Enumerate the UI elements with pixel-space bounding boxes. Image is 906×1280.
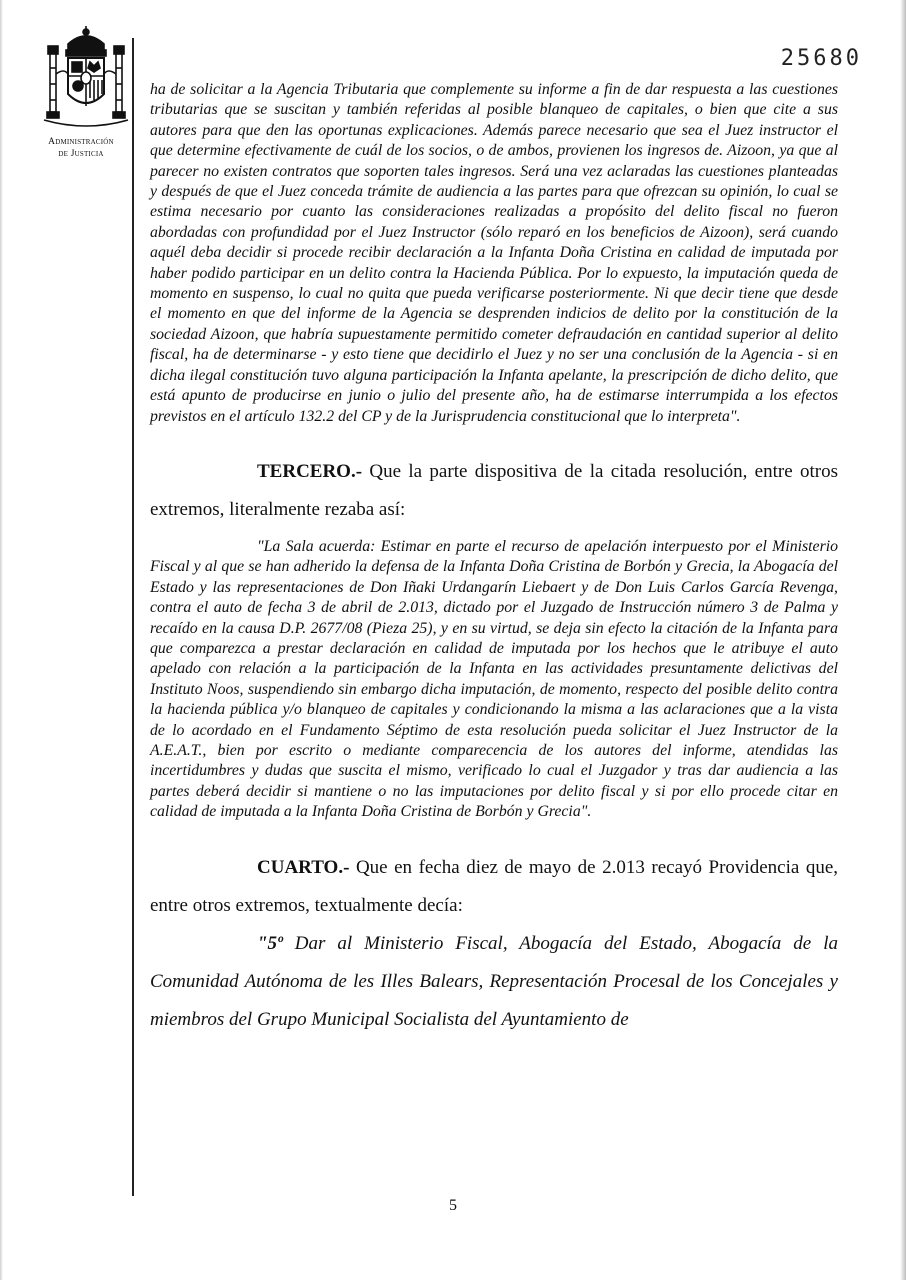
institution-label (28, 136, 134, 160)
cuarto-quote (150, 925, 838, 1039)
institution-label-line2: de Justicia (58, 149, 104, 159)
margin-rule (132, 38, 134, 1196)
coat-of-arms-emblem (38, 24, 134, 134)
document-body (150, 80, 838, 1039)
scan-edge-left (0, 0, 3, 1280)
tercero-paragraph (150, 453, 838, 529)
tercero-text: Que la parte dispositiva de la citada resolución, entre otros extremos, literalmente rezaba así: (150, 460, 838, 520)
institution-label-line1: Administración (48, 137, 114, 147)
cuarto-heading: CUARTO.- (257, 856, 350, 878)
scan-edge-right (900, 0, 906, 1280)
tercero-heading: TERCERO.- (257, 460, 363, 482)
cuarto-text: Que en fecha diez de mayo de 2.013 recayó Providencia que, entre otros extremos, textualmente decía: (150, 856, 838, 916)
cuarto-paragraph (150, 849, 838, 925)
cuarto-quote-lead: "5º (257, 932, 283, 954)
quote-continuation: ha de solicitar a la Agencia Tributaria que complemente su informe a fin de dar respuesta a las cuestiones tributarias que se suscitan y también referidas al posible blanqueo de capitales, o bien que cite a sus autores para que den las oportunas explicaciones. Además parece necesario que sea el Juez instructor el que determine efectivamente de cuál de los socios, o de ambos, provienen los ingresos de. Aizoon, ya que al parecer no existen contratos que soporten tales ingresos. Será una vez aclaradas las cuestiones planteadas y después de que el Juez conceda trámite de audiencia a las partes para que ofrezcan su opinión, lo cual se estima necesario por cuanto las consideraciones realizadas a propósito del delito fiscal no fueron abordadas con profundidad por el Juez Instructor (sólo reparó en los beneficios de Aizoon), será cuando aquél deba decidir si procede recibir declaración a la Infanta Doña Cristina en calidad de imputada por haber podido participar en un delito contra la Hacienda Pública. Por lo expuesto, la imputación queda de momento en suspenso, lo cual no quita que pueda verificarse posteriormente. Ni que decir tiene que desde el momento en que del informe de la Agencia se desprenden indicios de delito por la constitución de la sociedad Aizoon, que habría supuestamente permitido cometer defraudación en cantidad superior al delito fiscal, ha de determinarse - y esto tiene que decidirlo el Juez y no ser una conclusión de la Agencia - si en dicha ilegal constitución tuvo alguna participación la Infanta apelante, la prescripción de dicho delito, que está apunto de producirse en junio o julio del presente año, ha de estimarse interrumpida a los efectos previstos en el artículo 132.2 del CP y de la Jurisprudencia constitucional que lo interpreta". (150, 81, 838, 425)
page-number: 5 (449, 1197, 457, 1214)
folio-number: 25680 (780, 46, 862, 71)
cuarto-quote-text: Dar al Ministerio Fiscal, Abogacía del Estado, Abogacía de la Comunidad Autónoma de les Illes Balears, Representación Procesal de los Concejales y miembros del Grupo Municipal Socialista del Ayuntamiento de (150, 932, 838, 1030)
tercero-quote: "La Sala acuerda: Estimar en parte el recurso de apelación interpuesto por el Ministerio Fiscal y al que se han adherido la defensa de la Infanta Doña Cristina de Borbón y Grecia, la Abogacía del Estado y las representaciones de Don Iñaki Urdangarín Liebaert y de Don Luis Carlos García Revenga, contra el auto de fecha 3 de abril de 2.013, dictado por el Juzgado de Instrucción número 3 de Palma y recaído en la causa D.P. 2677/08 (Pieza 25), y en su virtud, se deja sin efecto la citación de la Infanta para que comparezca a prestar declaración en calidad de imputada por los hechos que le atribuye el auto apelado con relación a la participación de la Infanta en las actividades presuntamente delictivas del Instituto Noos, suspendiendo sin embargo dicha imputación, de momento, respecto del posible delito contra la hacienda pública y/o blanqueo de capitales y condicionando la misma a las aclaraciones que a la vista de lo acordado en el Fundamento Séptimo de esta resolución pueda solicitar el Juez Instructor de la A.E.A.T., bien por escrito o mediante comparecencia de los autores del informe, atendidas las incertidumbres y dudas que suscita el mismo, verificado lo cual el Juzgador y tras dar audiencia a las partes deberá decidir si mantiene o no las imputaciones por delito fiscal y si por ello procede citar en calidad de imputada a la Infanta Doña Cristina de Borbón y Grecia". (150, 537, 838, 821)
